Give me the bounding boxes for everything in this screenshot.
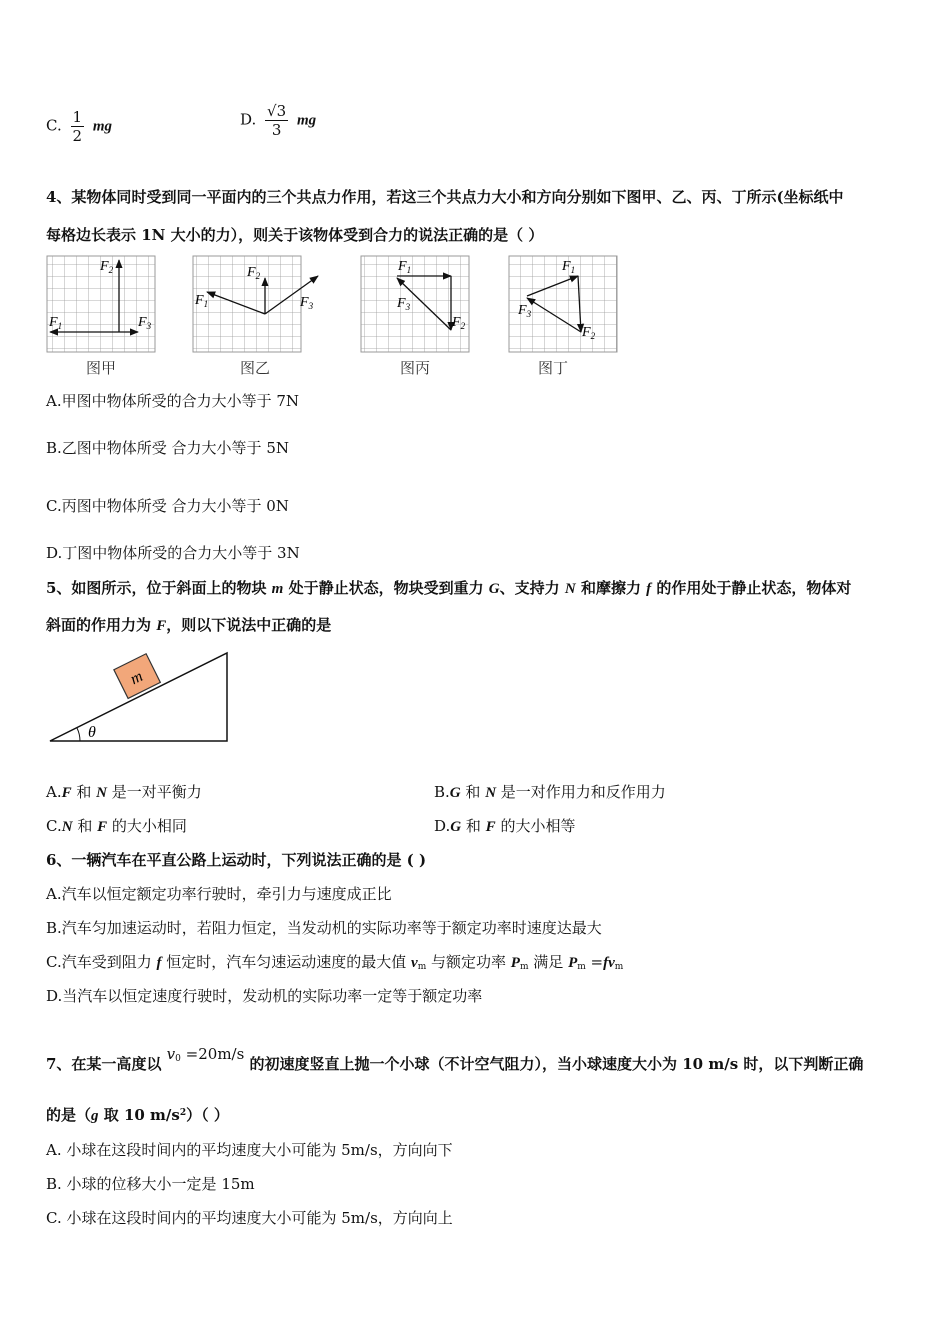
label-f1-yi: $F_1$ (195, 293, 209, 309)
q6-option-a: A.汽车以恒定额定功率行驶时，牵引力与速度成正比 (46, 885, 392, 903)
q5-stem-line1: 5、如图所示，位于斜面上的物块 m 处于静止状态，物块受到重力 G、支持力 N 和摩擦力 f 的作用处于静止状态，物体对 (46, 579, 852, 597)
q4-stem-line1: 4、某物体同时受到同一平面内的三个共点力作用，若这三个共点力大小和方向分别如下图甲、乙、丙、丁所示(坐标纸中 (46, 188, 844, 206)
label-f2-yi: $F_2$ (247, 265, 261, 281)
label-f3-jia: $F_3$ (138, 315, 152, 331)
q7-stem-line2: 的是（g 取 10 $m/s^2$）（ ） (46, 1106, 229, 1124)
label-f2-ding: $F_2$ (582, 325, 596, 341)
q5-option-b: B.G 和 N 是一对作用力和反作用力 (434, 783, 666, 801)
angle-theta-label: θ (88, 724, 96, 741)
q5-option-a: A.F 和 N 是一对平衡力 (46, 783, 202, 801)
figure-bing (361, 256, 469, 352)
q3-option-c: C. $\frac{1}{2}$ mg (46, 108, 112, 145)
figure-yi (193, 256, 318, 352)
q7-option-b: B. 小球的位移大小一定是 15m (46, 1175, 255, 1193)
block-m (114, 654, 160, 699)
q6-option-d: D.当汽车以恒定速度行驶时，发动机的实际功率一定等于额定功率 (46, 987, 483, 1005)
label-f2-jia: $F_2$ (100, 259, 114, 275)
caption-jia: 图甲 (85, 359, 116, 377)
angle-arc (77, 728, 80, 741)
q4-option-a: A.甲图中物体所受的合力大小等于 7N (46, 392, 300, 410)
v0-expression: $v_0 =20m/s$ (166, 1045, 245, 1064)
q6-stem: 6、一辆汽车在平直公路上运动时，下列说法正确的是 ( ) (46, 851, 427, 869)
figure-jia (47, 256, 155, 352)
q7-option-c: C. 小球在这段时间内的平均速度大小可能为 5m/s，方向向上 (46, 1209, 453, 1227)
q6-option-c: C.汽车受到阻力 f 恒定时，汽车匀速运动速度的最大值 $v_m$ 与额定功率 $P_m$ 满足 $P_m =fv_m$ (46, 953, 624, 972)
fraction-one-half: $\frac{1}{2}$ (72, 108, 83, 145)
label-f3-bing: $F_3$ (397, 296, 411, 312)
q5-option-d: D.G 和 F 的大小相等 (434, 817, 576, 835)
figure-ding (509, 256, 617, 352)
q4-option-d: D.丁图中物体所受的合力大小等于 3N (46, 544, 300, 562)
incline-diagram (44, 646, 244, 746)
fraction-root3-over-3: $\frac{√3}{3}$ (267, 102, 287, 139)
label-f1-bing: $F_1$ (398, 259, 412, 275)
q5-stem-line2: 斜面的作用力为 F，则以下说法中正确的是 (46, 616, 332, 634)
label-f3-yi: $F_3$ (300, 295, 314, 311)
q5-option-c: C.N 和 F 的大小相同 (46, 817, 187, 835)
label-f2-bing: $F_2$ (452, 315, 466, 331)
q7-option-a: A. 小球在这段时间内的平均速度大小可能为 5m/s，方向向下 (46, 1141, 453, 1159)
caption-yi: 图乙 (239, 359, 270, 377)
caption-ding: 图丁 (537, 359, 568, 377)
label-f1-jia: $F_1$ (49, 315, 63, 331)
caption-bing: 图丙 (399, 359, 430, 377)
q3-option-d: D. $\frac{√3}{3}$ mg (240, 102, 317, 139)
label-f1-ding: $F_1$ (562, 259, 576, 275)
q7-stem-line1: 7、在某一高度以 $v_0 =20m/s$ 的初速度竖直上抛一个小球（不计空气阻力），当小球速度大小为 10 m/s 时，以下判断正确 (46, 1045, 864, 1073)
grid-bing (361, 256, 469, 352)
block-label: m (127, 667, 146, 689)
q4-option-c: C.丙图中物体所受 合力大小等于 0N (46, 497, 289, 515)
label-f3-ding: $F_3$ (518, 303, 532, 319)
q6-option-b: B.汽车匀加速运动时，若阻力恒定，当发动机的实际功率等于额定功率时速度达最大 (46, 919, 602, 937)
q4-option-b: B.乙图中物体所受 合力大小等于 5N (46, 439, 289, 457)
q4-stem-line2: 每格边长表示 1N 大小的力），则关于该物体受到合力的说法正确的是（ ） (46, 226, 544, 244)
q4-force-diagrams (40, 252, 620, 362)
